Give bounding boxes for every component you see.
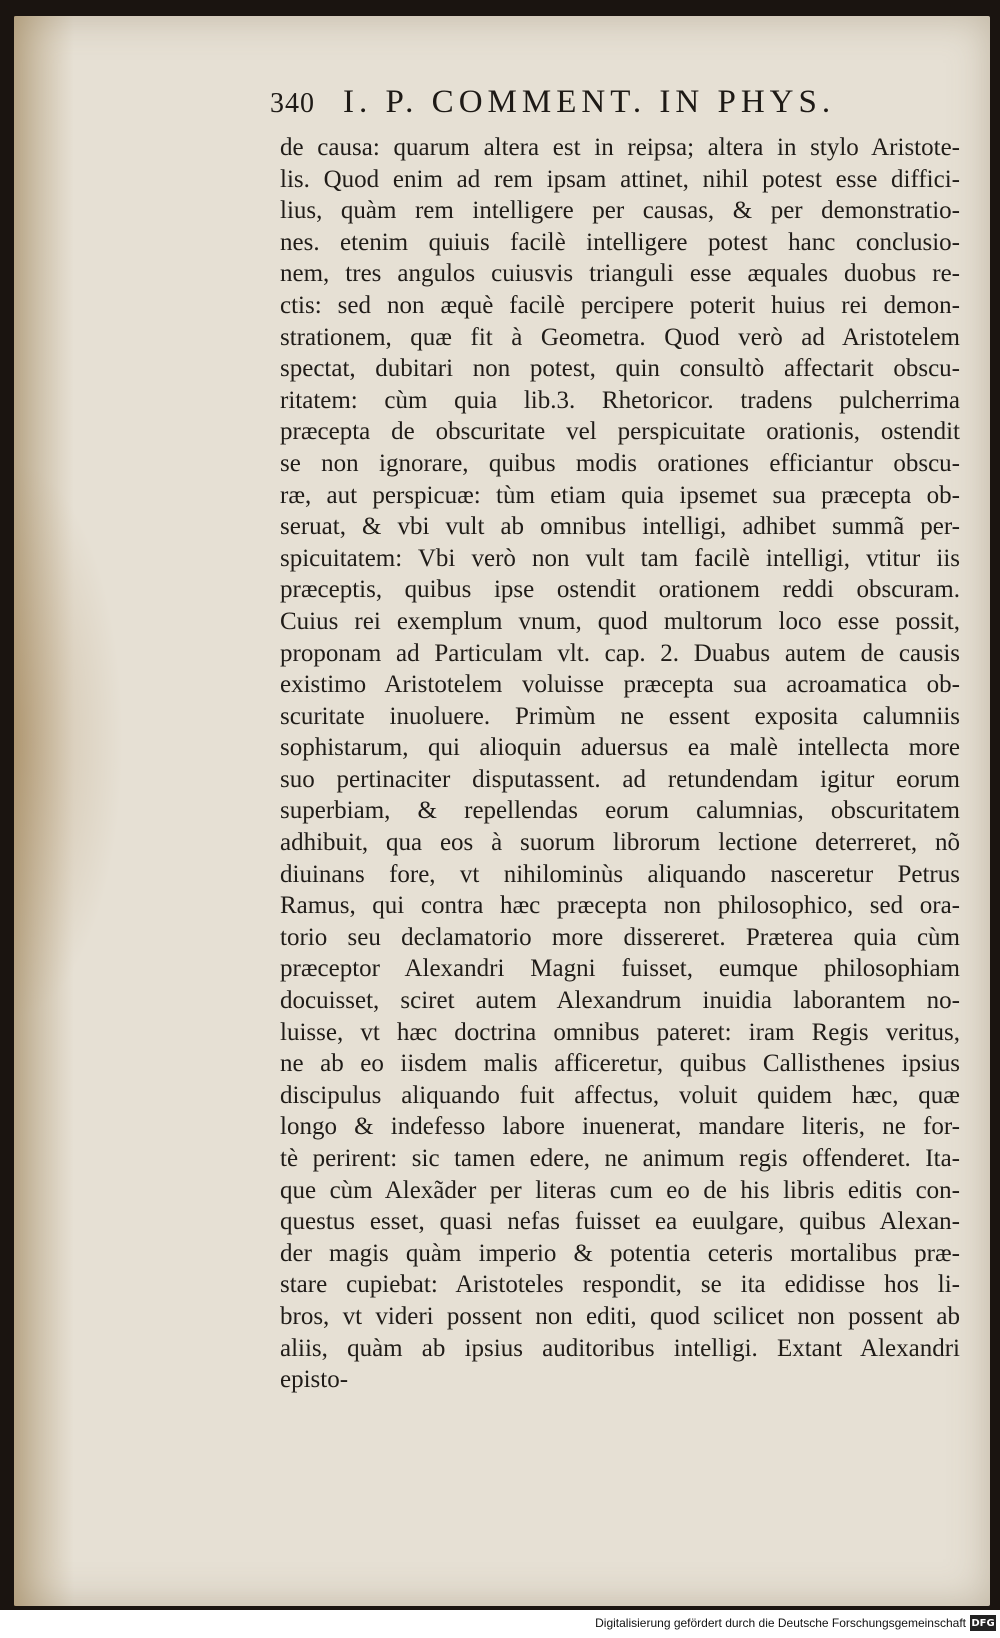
text-line: tè perirent: sic tamen edere, ne animum regis offenderet. Ita- [280,1145,960,1172]
text-line: strationem, quæ fit à Geometra. Quod verò ad Aristotelem [280,323,960,351]
text-line: lis. Quod enim ad rem ipsam attinet, nihil potest esse diffici- [280,165,960,193]
text-line: se non ignorare, quibus modis orationes efficiantur obscu- [280,449,960,477]
text-line: stare cupiebat: Aristoteles respondit, se ita edidisse hos li- [280,1271,960,1299]
text-line: existimo Aristotelem voluisse præcepta sua acroamatica ob- [280,671,960,699]
page-number: 340 [270,88,315,119]
text-line: præceptor Alexandri Magni fuisset, eumque philosophiam [280,955,960,983]
text-line: præcepta de obscuritate vel perspicuitate orationis, ostendit [280,418,960,446]
catchword: episto- [280,1366,349,1394]
text-line: nem, tres angulos cuiusvis trianguli esse æquales duobus re- [280,260,960,288]
text-line: ne ab eo iisdem malis afficeretur, quibus Callisthenes ipsius [280,1050,960,1078]
running-title: I. P. COMMENT. IN PHYS. [343,84,836,120]
text-line: suo pertinaciter disputassent. ad retundendam igitur eorum [280,765,960,793]
dfg-logo: DFG [970,1615,996,1631]
text-line: sophistarum, qui alioquin aduersus ea malè intellecta more [280,734,960,762]
footer-credit: Digitalisierung gefördert durch die Deutsche Forschungsgemeinschaft [595,1616,966,1630]
text-line: luisse, vt hæc doctrina omnibus pateret: iram Regis veritus, [280,1018,960,1046]
text-line: ræ, aut perspicuæ: tùm etiam quia ipsemet sua præcepta ob- [280,481,960,509]
text-line: seruat, & vbi vult ab omnibus intelligi, adhibet summã per- [280,513,960,541]
text-line: Ramus, qui contra hæc præcepta non philosophico, sed ora- [280,892,960,920]
text-line: spicuitatem: Vbi verò non vult tam facilè intelligi, vtitur iis [280,544,960,572]
text-line: proponam ad Particulam vlt. cap. 2. Duabus autem de causis [280,639,960,667]
text-line: lius, quàm rem intelligere per causas, & per demonstratio- [280,197,960,225]
text-line: spectat, dubitari non potest, quin consultò affectarit obscu- [280,355,960,383]
text-line: aliis, quàm ab ipsius auditoribus intelligi. Extant Alexandri [280,1334,960,1362]
text-line: bros, vt videri possent non editi, quod scilicet non possent ab [280,1302,960,1330]
text-line: præceptis, quibus ipse ostendit orationem reddi obscuram. [280,576,960,604]
text-line: scuritate inuoluere. Primùm ne essent exposita calumniis [280,702,960,730]
text-line: adhibuit, qua eos à suorum librorum lectione deterreret, nõ [280,829,960,857]
text-line: Cuius rei exemplum vnum, quod multorum loco esse possit, [280,607,960,635]
body-text [280,132,960,1396]
text-line: der magis quàm imperio & potentia ceteris mortalibus præ- [280,1239,960,1267]
page-water-stain [14,460,124,1020]
text-line: questus esset, quasi nefas fuisset ea euulgare, quibus Alexan- [280,1208,960,1236]
running-header [270,84,910,121]
digitization-footer [0,1612,1000,1638]
text-line: que cùm Alexãder per literas cum eo de his libris editis con- [280,1176,960,1204]
text-line: ctis: sed non æquè facilè percipere poterit huius rei demon- [280,291,960,319]
text-line: ritatem: cùm quia lib.3. Rhetoricor. tradens pulcherrima [280,386,960,414]
text-line: de causa: quarum altera est in reipsa; altera in stylo Aristote- [280,134,960,161]
text-line: superbiam, & repellendas eorum calumnias, obscuritatem [280,797,960,825]
text-line: docuisset, sciret autem Alexandrum inuidia laborantem no- [280,987,960,1015]
text-line: torio seu declamatorio more dissereret. Præterea quia cùm [280,923,960,951]
text-line: nes. etenim quiuis facilè intelligere potest hanc conclusio- [280,228,960,256]
text-line: longo & indefesso labore inuenerat, mandare literis, ne for- [280,1113,960,1141]
text-line: diuinans fore, vt nihilominùs aliquando nasceretur Petrus [280,860,960,888]
text-line: discipulus aliquando fuit affectus, voluit quidem hæc, quæ [280,1081,960,1109]
